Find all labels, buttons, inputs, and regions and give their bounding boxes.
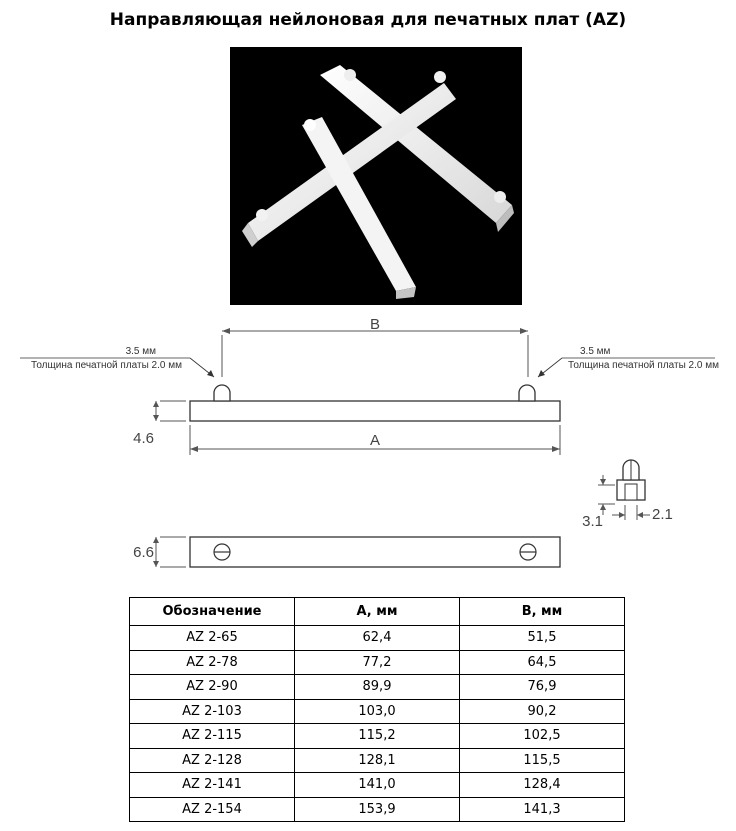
right-board-note: Толщина печатной платы 2.0 мм: [568, 360, 719, 371]
table-row: [130, 626, 625, 651]
cell-designation: AZ 2-115: [130, 724, 295, 749]
cell-b: 90,2: [460, 699, 625, 724]
cell-a: 77,2: [295, 650, 460, 675]
cell-designation: AZ 2-78: [130, 650, 295, 675]
width-dim: 6.6: [133, 544, 154, 561]
label-b: B: [369, 316, 381, 333]
table-row: [130, 773, 625, 798]
table-row: [130, 699, 625, 724]
header-b: B, мм: [460, 598, 625, 626]
slot-width: 2.1: [652, 506, 673, 523]
table-row: [130, 724, 625, 749]
side-view: [190, 385, 560, 421]
left-board-note: Толщина печатной платы 2.0 мм: [31, 360, 182, 371]
cell-b: 115,5: [460, 748, 625, 773]
spec-table: [129, 597, 625, 822]
dimension-b: [222, 328, 528, 377]
page-title: Направляющая нейлоновая для печатных плат (AZ): [109, 10, 627, 30]
cell-b: 51,5: [460, 626, 625, 651]
cell-a: 115,2: [295, 724, 460, 749]
cell-b: 102,5: [460, 724, 625, 749]
slot-depth: 3.1: [582, 513, 603, 530]
table-row: [130, 650, 625, 675]
profile-view: [617, 460, 645, 500]
header-a: A, мм: [295, 598, 460, 626]
cell-designation: AZ 2-128: [130, 748, 295, 773]
cell-a: 128,1: [295, 748, 460, 773]
cell-b: 141,3: [460, 797, 625, 822]
cell-b: 76,9: [460, 675, 625, 700]
height-dim: 4.6: [133, 430, 154, 447]
table-row: [130, 797, 625, 822]
label-a: A: [369, 432, 381, 449]
cell-a: 89,9: [295, 675, 460, 700]
cell-a: 141,0: [295, 773, 460, 798]
technical-drawing: [0, 305, 736, 590]
cell-designation: AZ 2-154: [130, 797, 295, 822]
cell-a: 153,9: [295, 797, 460, 822]
table-header-row: [130, 598, 625, 626]
right-pin-size: 3.5 мм: [580, 346, 611, 357]
spec-table-wrap: [129, 597, 624, 822]
table-row: [130, 748, 625, 773]
cell-b: 64,5: [460, 650, 625, 675]
product-photo: [230, 47, 522, 305]
cell-a: 62,4: [295, 626, 460, 651]
cell-designation: AZ 2-65: [130, 626, 295, 651]
left-pin-size: 3.5 мм: [125, 346, 156, 357]
cell-a: 103,0: [295, 699, 460, 724]
cell-designation: AZ 2-103: [130, 699, 295, 724]
cell-designation: AZ 2-141: [130, 773, 295, 798]
header-designation: Обозначение: [130, 598, 295, 626]
cell-b: 128,4: [460, 773, 625, 798]
table-row: [130, 675, 625, 700]
cell-designation: AZ 2-90: [130, 675, 295, 700]
top-view: [190, 537, 560, 567]
